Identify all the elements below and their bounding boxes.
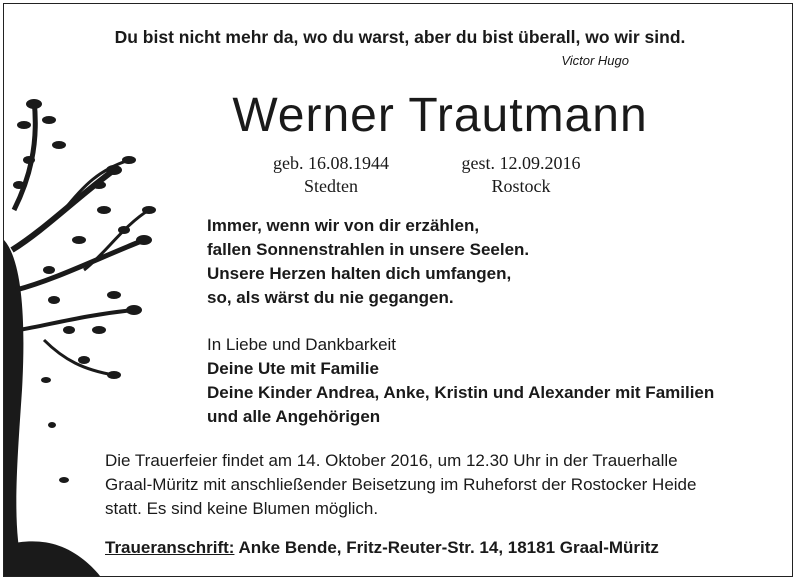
tree-silhouette-icon [4, 90, 174, 576]
birth-date: geb. 16.08.1944 [273, 153, 389, 173]
poem-line: fallen Sonnenstrahlen in unsere Seelen. [207, 240, 530, 259]
birth-info [256, 152, 406, 198]
death-date: gest. 12.09.2016 [461, 153, 581, 173]
mourning-address [105, 538, 659, 558]
funeral-service-info [105, 449, 696, 521]
poem [207, 214, 529, 310]
mourner-line: Deine Ute mit Familie [207, 359, 379, 378]
poem-line: Immer, wenn wir von dir erzählen, [207, 216, 480, 235]
quote-text: Du bist nicht mehr da, wo du warst, aber du bist überall, wo wir sind. [114, 27, 686, 47]
birth-place: Stedten [304, 176, 358, 196]
poem-line: so, als wärst du nie gegangen. [207, 288, 454, 307]
address-text: Anke Bende, Fritz-Reuter-Str. 14, 18181 Graal-Müritz [238, 538, 659, 557]
service-line: Die Trauerfeier findet am 14. Oktober 2016, um 12.30 Uhr in der Trauerhalle [105, 451, 678, 470]
mourners-block [207, 333, 714, 429]
poem-line: Unsere Herzen halten dich umfangen, [207, 264, 512, 283]
death-place: Rostock [491, 176, 551, 196]
service-line: Graal-Müritz mit anschließender Beisetzung im Ruheforst der Rostocker Heide [105, 475, 697, 494]
death-info [431, 152, 611, 198]
deceased-name: Werner Trautmann [232, 89, 648, 142]
mourner-line: und alle Angehörigen [207, 407, 381, 426]
mourners-intro: In Liebe und Dankbarkeit [207, 335, 397, 354]
service-line: statt. Es sind keine Blumen möglich. [105, 499, 379, 518]
address-label: Traueranschrift: [105, 538, 235, 557]
quote-author: Victor Hugo [561, 53, 629, 68]
mourner-line: Deine Kinder Andrea, Anke, Kristin und Alexander mit Familien [207, 383, 715, 402]
